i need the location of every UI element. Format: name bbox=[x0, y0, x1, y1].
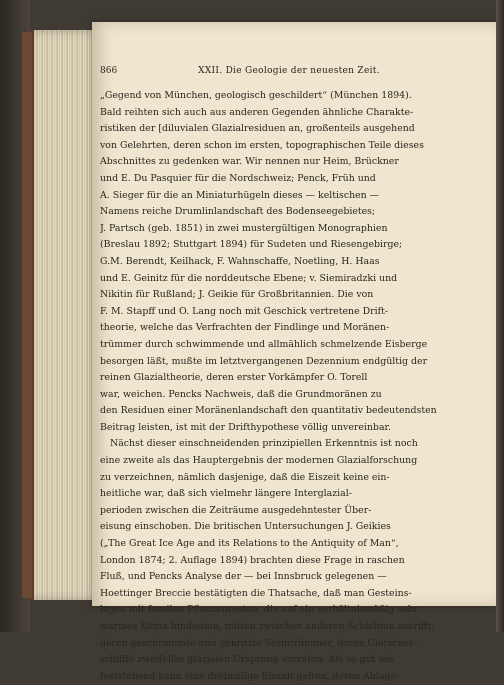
text-line: eine zweite als das Hauptergebnis der modernen Glazialforschung bbox=[100, 455, 418, 467]
text-line: J. Partsch (geb. 1851) in zwei mustergültigen Monographien bbox=[100, 222, 388, 234]
text-line: zu verzeichnen, nämlich dasjenige, daß die Eiszeit keine ein- bbox=[100, 471, 390, 483]
text-line: Hoettinger Breccie bestätigten die Thatsache, daß man Gesteins- bbox=[100, 587, 412, 599]
right-background-edge bbox=[496, 0, 504, 632]
text-line: und E. Du Pasquier für die Nordschweiz; Penck, Früh und bbox=[100, 172, 376, 184]
body-text bbox=[100, 88, 482, 685]
text-line: von Gelehrten, deren schon im ersten, topographischen Teile dieses bbox=[100, 139, 424, 151]
text-line: war, weichen. Pencks Nachweis, daß die Grundmoränen zu bbox=[100, 388, 382, 400]
text-line: Nikitin für Rußland; J. Geikie für Großbritannien. Die von bbox=[100, 289, 374, 301]
text-line: eisung einschoben. Die britischen Untersuchungen J. Geikies bbox=[100, 521, 391, 533]
text-line: heitliche war, daß sich vielmehr längere Interglazial- bbox=[100, 488, 352, 500]
text-line: reinen Glazialtheorie, deren erster Vorkämpfer O. Torell bbox=[100, 372, 368, 384]
text-line: A. Sieger für die an Miniaturhügeln dieses — keltischen — bbox=[100, 189, 380, 201]
text-line: den Residuen einer Moränenlandschaft den quantitativ bedeutendsten bbox=[100, 405, 437, 417]
text-line: (Breslau 1892; Stuttgart 1894) für Sudeten und Riesengebirge; bbox=[100, 239, 403, 251]
text-line: warmes Klima hindeuten, mitten zwischen anderen Schichten antrifft, bbox=[100, 621, 435, 632]
text-line: perioden zwischen die Zeiträume ausgedehntester Über- bbox=[100, 504, 372, 516]
text-line: trümmer durch schwimmende und allmählich schmelzende Eisberge bbox=[100, 338, 428, 350]
text-line: („The Great Ice Age and its Relations to the Antiquity of Man“, bbox=[100, 538, 399, 550]
text-line: Beitrag leisten, ist mit der Drifthypothese völlig unvereinbar. bbox=[100, 421, 391, 433]
text-line: Abschnittes zu gedenken war. Wir nennen nur Heim, Brückner bbox=[100, 156, 399, 168]
text-line: besorgen läßt, mußte im letztvergangenen Dezennium endgültig der bbox=[100, 355, 428, 367]
text-line: Bald reihten sich auch aus anderen Gegenden ähnliche Charakte- bbox=[100, 106, 414, 118]
text-line: ristiken der [diluvialen Glazialresiduen an, großenteils ausgehend bbox=[100, 123, 415, 135]
book-page bbox=[92, 22, 496, 682]
text-line: lagen mit fossilen Pflanzenresten, die auf ein verhältnismäßig sehr bbox=[100, 604, 419, 616]
text-line: schliffe zweifellos glazialen Ursprung verraten. Als so gut wie bbox=[100, 654, 395, 666]
text-line: Namens reiche Drumlinlandschaft des Bodenseegebietes; bbox=[100, 206, 376, 218]
page-header bbox=[100, 66, 478, 82]
text-line: Fluß, und Pencks Analyse der — bei Innsbruck gelegenen — bbox=[100, 571, 387, 583]
text-line: G.M. Berendt, Keilhack, F. Wahnschaffe, Noetling, H. Haas bbox=[100, 255, 380, 267]
page-number: 866 bbox=[100, 66, 118, 76]
text-line: deren geschrammte und gekritzte Steintrümmer, deren Gletscher- bbox=[100, 637, 417, 649]
text-line: feststehend kann eine dreimalige Eiszeit gelten, deren Ablage- bbox=[100, 670, 400, 682]
text-line: und E. Geinitz für die norddeutsche Ebene; v. Siemiradzki und bbox=[100, 272, 398, 284]
text-line: London 1874; 2. Auflage 1894) brachten diese Frage in raschen bbox=[100, 554, 405, 566]
running-head: XXII. Die Geologie der neuesten Zeit. bbox=[198, 66, 380, 76]
text-line: F. M. Stapff und O. Lang noch mit Geschick vertretene Drift- bbox=[100, 305, 389, 317]
text-line: theorie, welche das Verfrachten der Findlinge und Moränen- bbox=[100, 322, 390, 334]
text-line: „Gegend von München, geologisch geschildert“ (München 1894). bbox=[100, 90, 412, 101]
book-cover-edge bbox=[22, 32, 32, 598]
text-line: Nächst dieser einschneidenden prinzipiellen Erkenntnis ist noch bbox=[110, 438, 418, 450]
